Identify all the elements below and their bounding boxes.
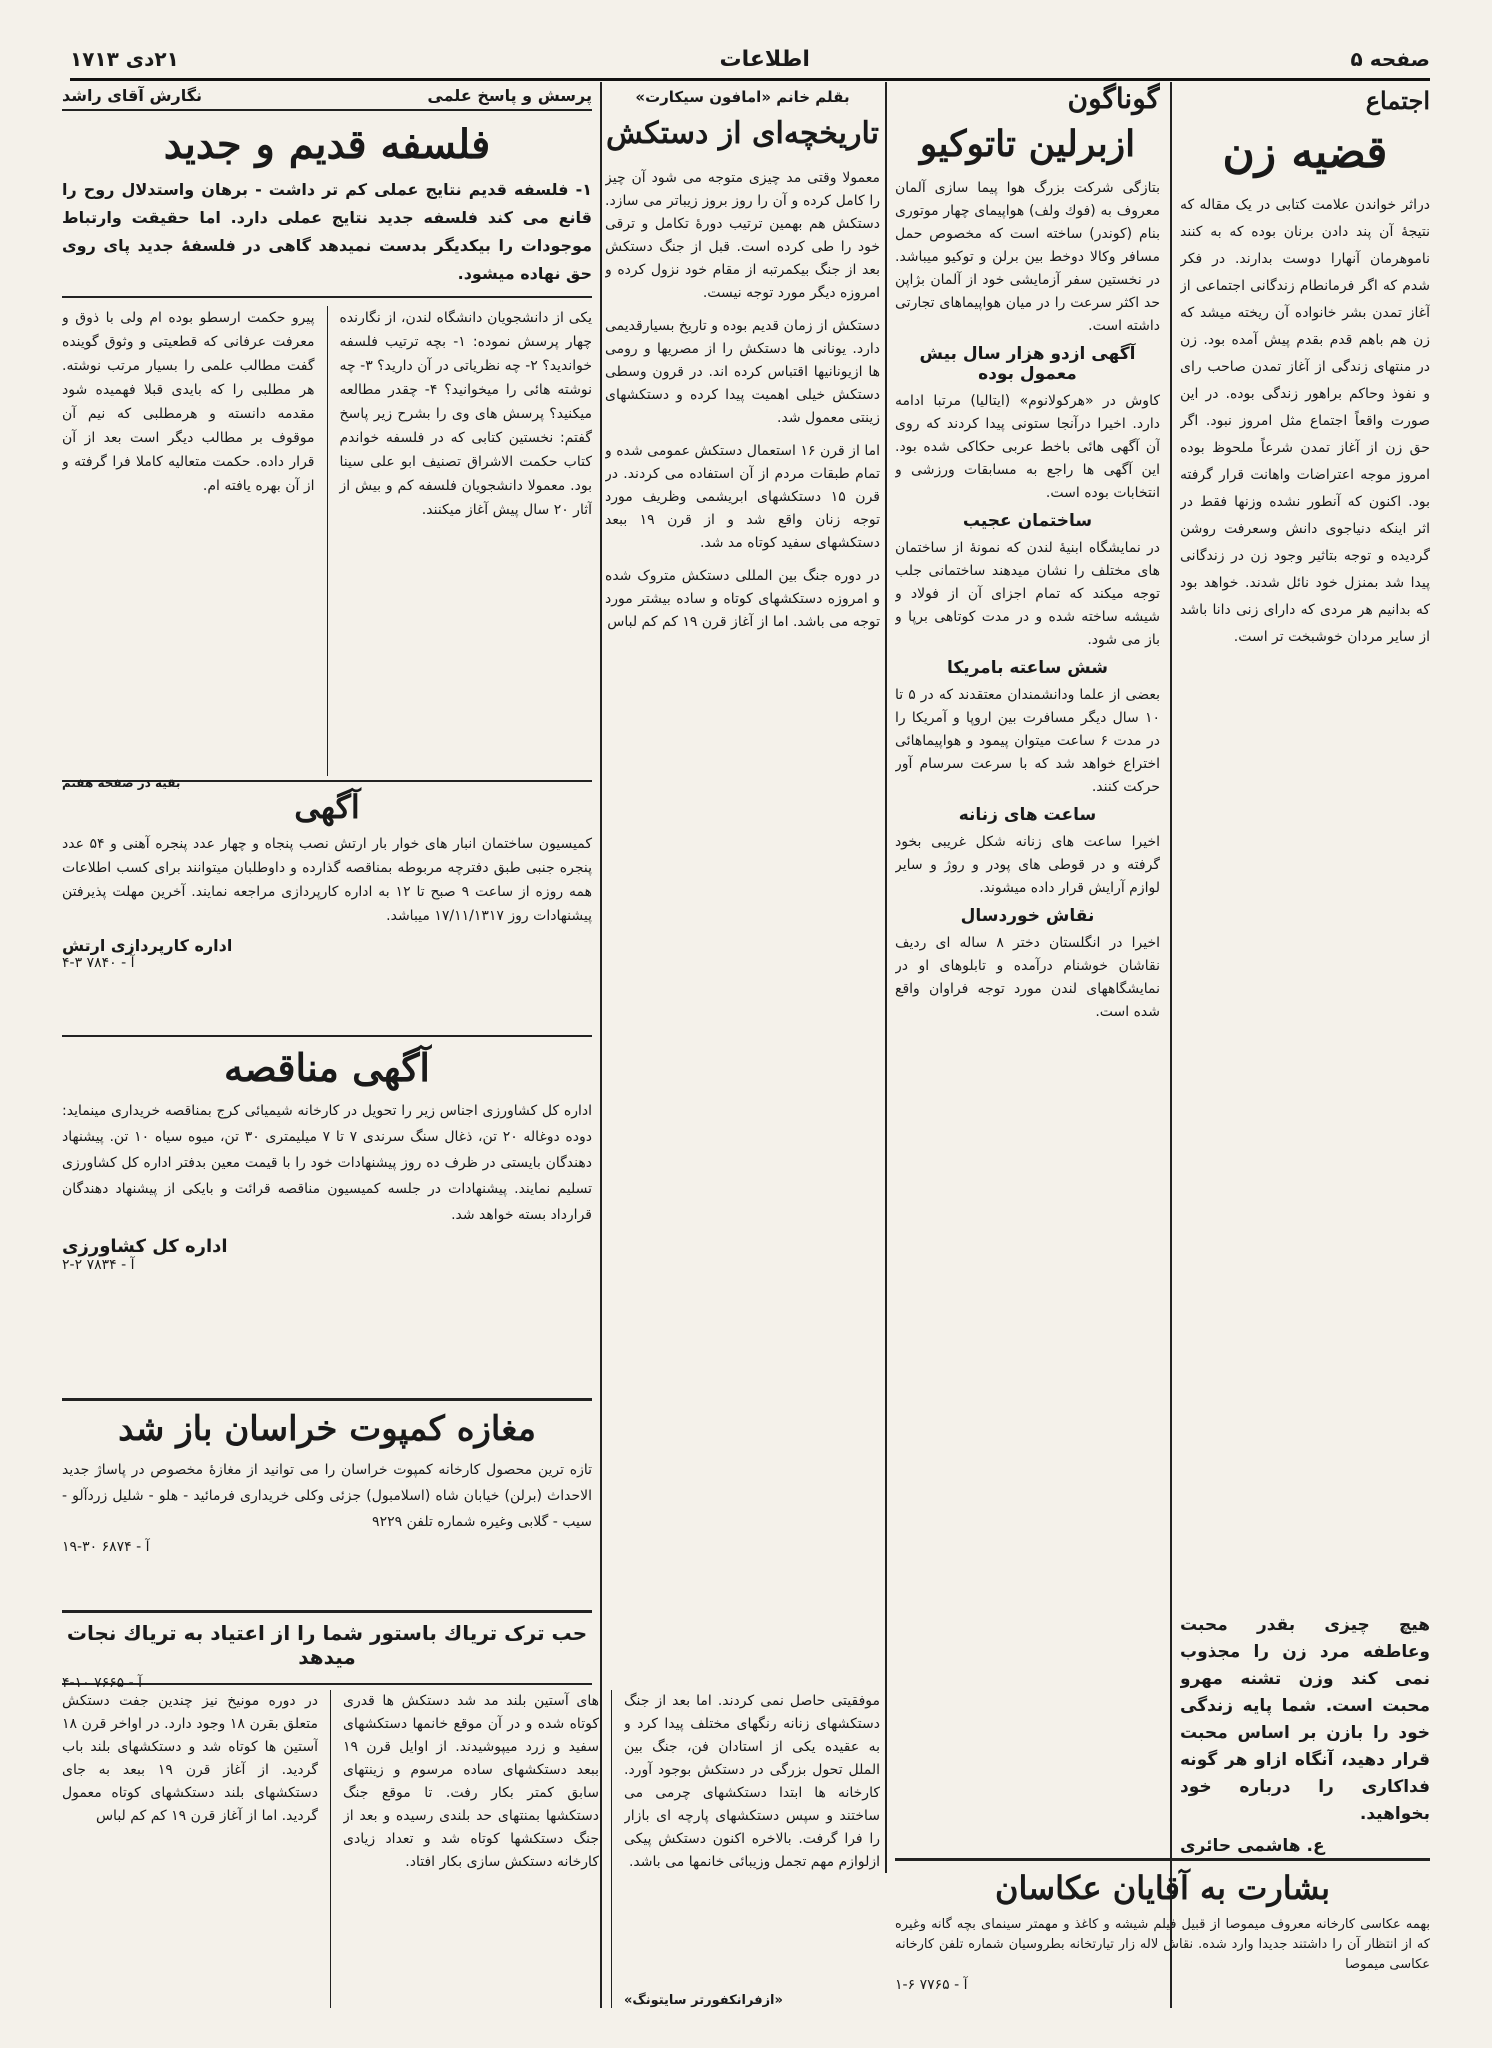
ad-codes: آ - ۶۸۷۴ ۳۰-۱۹ <box>62 1539 150 1555</box>
tender-ad <box>62 1035 592 1397</box>
lead: ۱- فلسفه قدیم نتایج عملی کم تر داشت - برهان واستدلال روح را قانع می کند فلسفه جدید نتایج عملی دارد. اما حقیقت وارتباط موجودات را بیکدیگر بدست نمیدهد گاهی در فلسفهٔ جدید پای روی حق نهاده میشود. <box>62 176 592 298</box>
column-rule <box>1170 82 1172 2008</box>
article-body: اخیرا در انگلستان دختر ۸ ساله ای ردیف نقاشان خوشنام درآمده و تابلوهای او در نمایشگاههای لندن مورد توجه فراوان واقع شده است. <box>895 935 1160 1020</box>
column-rule <box>330 1690 331 2008</box>
ad-body: بهمه عکاسی کارخانه معروف میموصا از قبیل فیلم شیشه و کاغذ و مهمتر سینمای بچه گانه وغیره که از انتظار آن را داشتند جدیدا وارد شده. نقاش لاله زار تیارتخانه بطروسیان شماره تلفن کارخانه عکاسی میموصا <box>895 1917 1430 1972</box>
ad-signature: اداره کارپردازی ارتش <box>62 936 233 955</box>
philosophy-article <box>62 86 592 790</box>
article-body: موفقیتی حاصل نمی کردند. اما بعد از جنگ دستکشهای زنانه رنگهای مختلف پیدا کرد و به عقیده یکی از استادان فن، جنگ بین الملل تحول بزرگی در دستکش بوجود آورد. کارخانه ها ابتدا دستکشهای چرمی می ساختند و سپس دستکشهای پارچه ای بازار را فرا گرفت. بالاخره اکنون دستکش پیکی ازلوازم مهم تجمل وزیبائی خانمها می باشد. <box>624 1693 880 1870</box>
subheading: ساختمان عجیب <box>962 511 1093 531</box>
ad-codes: آ - ۷۷۶۵ ۶-۱ <box>895 1977 968 1993</box>
source-note: «ازفرانکفورتر سایتونگ» <box>624 1993 783 2008</box>
misc-column <box>895 82 1160 1868</box>
article-body: کاوش در «هرکولانوم» (ایتالیا) مرتبا ادامه دارد. اخیرا درآنجا ستونی پیدا کردند که روی آن آگهی هائی باخط عربی حکاکی شده بود. این آگهی ها راجع به مسابقات ورزشی و انتخابات بوده است. <box>895 393 1160 501</box>
article-body: دستکش از زمان قدیم بوده و تاریخ بسیارقدیمی دارد. یونانی ها دستکش را از مصریها و رومی ها ازیونانیها اقتباس کرده اند. در قرون وسطی دستکش خیلی اهمیت پیدا کرده و دستکشهای زینتی معمول شد. <box>605 318 880 426</box>
headline: ازبرلین تاتوکیو <box>919 123 1136 165</box>
column-rule <box>611 1690 612 2008</box>
ad-title: آگهی <box>294 788 360 826</box>
subheading: ساعت های زنانه <box>958 805 1097 825</box>
article-body: یکی از دانشجویان دانشگاه لندن، از نگارنده چهار پرسش نموده: ۱- بچه ترتیب فلسفه خواندید؟ ۲- چه نظریاتی در آن دارید؟ ۳- چه نوشته هائی را میخوانید؟ ۴- چقدر مطالعه میکنید؟ پرسش های وی را بشرح زیر پاسخ گفتم: نخستین کتابی که در فلسفه خواندم کتاب حکمت الاشراق تصنیف ابو علی سینا بود. معمولا دانشجویان فلسفه کم و بیش از آثار ۲۰ سال پیش آغاز میکنند. <box>339 310 592 518</box>
column-rule <box>327 306 328 776</box>
article-body: های آستین بلند مد شد دستکش ها قدری کوتاه شده و در آن موقع خانمها دستکشهای سفید و زرد میپوشیدند. از اوایل قرن ۱۹ ببعد دستکشهای ساده مرسوم و زینتهای سابق کمتر بکار رفت. تا موقع جنگ دستکشها بمنتهای حد بلندی رسیده و بعد از جنگ دستکشها کوتاه شد و تعداد زیادی کارخانه دستکش سازی بکار افتاد. <box>343 1693 599 1870</box>
opium-ad <box>62 1610 592 1691</box>
article-body: معمولا وقتی مد چیزی متوجه می شود آن چیز را کامل کرده و آن را روز بروز زیباتر می سازد. دستکش هم بهمین ترتیب دورهٔ تکامل و ترقی خود را طی کرده است. قبل از جنگ دستکش بعد از جنگ بیکمرتبه از مقام خود نزول کرده و امروزه دیگر مورد توجه نیست. <box>605 170 880 301</box>
social-column <box>1180 82 1430 2008</box>
continuation-column <box>624 1690 880 2008</box>
subheading: شش ساعته بامریکا <box>946 658 1109 678</box>
philosophy-columns <box>62 306 592 776</box>
article-body: اخیرا ساعت های زنانه شکل غریبی بخود گرفته و در قوطی های پودر و روژ و سایر لوازم آرایش قرار داده میشوند. <box>895 834 1160 896</box>
section-label: گوناگون <box>1067 82 1160 115</box>
ad-body: اداره کل کشاورزی اجناس زیر را تحویل در کارخانه شیمیائی کرج بمناقصه خریداری مینماید: دوده دوغاله ۲۰ تن، ذغال سنگ سرندی ۷ تا ۷ میلیمتری ۳۰ تن، میوه سیاه ۱۰ تن. پیشنهاد دهندگان بایستی در ظرف ده روز پیشنهادات خود را با قیمت معین بدفتر اداره کل کشاورزی تسلیم نمایند. پیشنهادات در جلسه کمیسیون مناقصه قرائت و بایکی از پیشنهاد دهندگان قرارداد بسته خواهد شد. <box>62 1103 592 1223</box>
ad-body: تازه ترین محصول کارخانه کمپوت خراسان را می توانید از مغازهٔ مخصوص در پاساژ جدید الاحداث (برلن) خیابان شاه (اسلامبول) جزئی وکلی خریداری فرمائید - هلو - شلیل زردآلو - سیب - گلابی وغیره شماره تلفن ۹۲۲۹ <box>62 1462 592 1530</box>
subheading: نقاش خوردسال <box>960 906 1095 926</box>
headline: قضیه زن <box>1222 127 1388 178</box>
headline: تاریخچه‌ای از دستکش <box>605 116 880 151</box>
masthead <box>70 40 1430 81</box>
author: ع. هاشمی حائری <box>1180 1836 1325 1856</box>
ad-title: بشارت به آقایان عکاسان <box>995 1869 1330 1907</box>
kicker-right: پرسش و پاسخ علمی <box>427 86 592 105</box>
compote-shop-ad <box>62 1398 592 1611</box>
gloves-continuation <box>62 1690 880 2008</box>
ad-codes: آ - ۷۸۳۴ ۲-۲ <box>62 1257 135 1273</box>
article-body: در دوره مونیخ نیز چندین جفت دستکش متعلق بقرن ۱۸ وجود دارد. در اواخر قرن ۱۸ آستین ها کوتاه شد و دستکشهای بلند باب گردید. از آغاز قرن ۱۹ ببعد به جای دستکشهای بلند دستکشهای کوتاه معمول گردید. اما از آغاز قرن ۱۹ کم کم لباس <box>62 1693 318 1824</box>
article-body: دراثر خواندن علامت کتابی در یک مقاله که نتیجهٔ آن پند دادن برنان بوده که به کنند ناموهرمان آنهارا دوست بدارند. در فکر شدم که اگر فرمانطام زندگانی اجتماعی از آغاز تمدن بشر خانواده آن ریخته میشد که زن هم باهم قدم بقدم پیش آمده بود. زن در منتهای زندگی از آغاز تمدن صاحب رای و نفوذ وحاکم براهور زندگی بوده. در این صورت واقعاً اجتماع مثل امروز نبود. اگر حق زن از آغاز تمدن شرعاً ملحوظ بوده امروز موجه اعتراضات واهانت قرار گرفته بود. اکنون که آنطور نشده وزنها فقط در اثر اینکه دنیاجوی دانش وسعرفت روشن گردیده و توجه بتاثیر وجود زن در زندگانی پیدا شد بمنزل خود نائل شدند. خواهد بود که بدانیم هر مردی که دارای زنی دانا باشد از سایر مردان خوشبخت تر است. <box>1180 197 1430 645</box>
photo-ad <box>895 1858 1430 2011</box>
headline: فلسفه قدیم و جدید <box>163 121 491 168</box>
paper-name: اطلاعات <box>719 46 810 72</box>
article-body: بتازگی شرکت بزرگ هوا پیما سازی آلمان معروف به (فوك ولف) هواپیمای چهار موتوری بنام (کوندر) ساخته است که مخصوص حمل مسافر وکالا دوخط بین برلن و توکیو میباشد. در نخستین سفر آزمایشی خود از آلمان بژاپن حد اکثر سرعت را در میان هواپیماهای تجارتی داشته است. <box>895 180 1160 334</box>
issue-date: ۲۱دی ۱۷۱۳ <box>70 47 179 71</box>
ad-signature: اداره کل کشاورزی <box>62 1236 228 1257</box>
gloves-column <box>605 82 880 1868</box>
ad-body: کمیسیون ساختمان انبار های خوار بار ارتش نصب پنجاه و چهار عدد پنجره آهنی و ۵۴ عدد پنجره جنبی طبق دفترچه مربوطه بمناقصه گذارده و داوطلبان میتوانند برای کسب اطلاعات همه روزه از ساعت ۹ صبح تا ۱۲ به اداره کارپردازی مراجعه نمایند. آخرین مهلت پذیرفتن پیشنهادات روز ۱۷/۱۱/۱۳۱۷ میباشد. <box>62 836 592 924</box>
article-body: اما از قرن ۱۶ استعمال دستکش عمومی شده و تمام طبقات مردم از آن استفاده می کردند. در قرن ۱۵ دستکشهای ابریشمی وظریف مورد توجه زنان واقع شد و از قرن ۱۹ ببعد دستکشهای سفید کوتاه مد شد. <box>605 443 880 551</box>
kicker-left: نگارش آقای راشد <box>62 86 203 105</box>
continued-note: بقیه در صفحه هفتم <box>62 776 181 790</box>
section-label: اجتماع <box>1365 86 1430 115</box>
philosophy-kicker-row <box>62 86 592 111</box>
article-closing: هیچ چیزی بقدر محبت وعاطفه مرد زن را مجذوب نمی کند وزن تشنه مهرو محبت است. شما پایه زندگی خود را بازن بر اساس محبت قرار دهید، آنگاه ازاو هر گونه فداکاری را درباره خود بخواهید. <box>1180 1615 1430 1824</box>
ad-title: آگهی مناقصه <box>224 1045 430 1090</box>
article-body: در نمایشگاه ابنیهٔ لندن که نمونهٔ از ساختمان های مختلف را نشان میدهند ساختمانی جلب توجه میکند که تمام اجزای آن از فولاد و شیشه ساخته شده و در مدت کوتاهی برپا و باز می شود. <box>895 540 1160 648</box>
ad-codes: آ - ۷۸۴۰ ۳-۴ <box>62 955 135 971</box>
ad-title: حب ترک تریاك باستور شما را از اعتیاد به تریاك نجات میدهد <box>66 1621 588 1669</box>
article-body: پیرو حکمت ارسطو بوده ام ولی با ذوق و معرفت عرفانی که قطعیتی و وثوق گوینده گفت مطالب علمی را بسیار مرتب نوشته. هر مطلبی را که بایدی قبلا فهمیده شود مقدمه دانسته و هرمطلبی که نیم آن موقوف بر مطالب دیگر است بعد از آن قرار داده. حکمت متعالیه کاملا فرا گرفته و از آن بهره یافته ام. <box>62 310 315 494</box>
ad-title: مغازه کمپوت خراسان باز شد <box>118 1409 536 1449</box>
article-body: در دوره جنگ بین المللی دستکش متروک شده و امروزه دستکشهای کوتاه و ساده بیشتر مورد توجه می باشد. اما از آغاز قرن ۱۹ کم کم لباس <box>605 568 880 630</box>
byline: بقلم خانم «امافون سیکارت» <box>635 88 850 106</box>
warehouse-ad <box>62 780 592 1032</box>
ad-codes: آ - ۷۶۶۵ ۱۰-۴ <box>62 1675 143 1691</box>
column-rule <box>885 82 887 1873</box>
page-number: صفحه ۵ <box>1350 47 1430 71</box>
subheading: آگهی ازدو هزار سال بیش معمول بوده <box>919 344 1136 384</box>
article-body: بعضی از علما ودانشمندان معتقدند که در ۵ تا ۱۰ سال دیگر مسافرت بین اروپا و آمریکا را در مدت ۶ ساعت میتوان پیمود و هواپیماهائی اختراع خواهد شد که با سرعت سرسام آور حرکت کنند. <box>895 687 1160 795</box>
